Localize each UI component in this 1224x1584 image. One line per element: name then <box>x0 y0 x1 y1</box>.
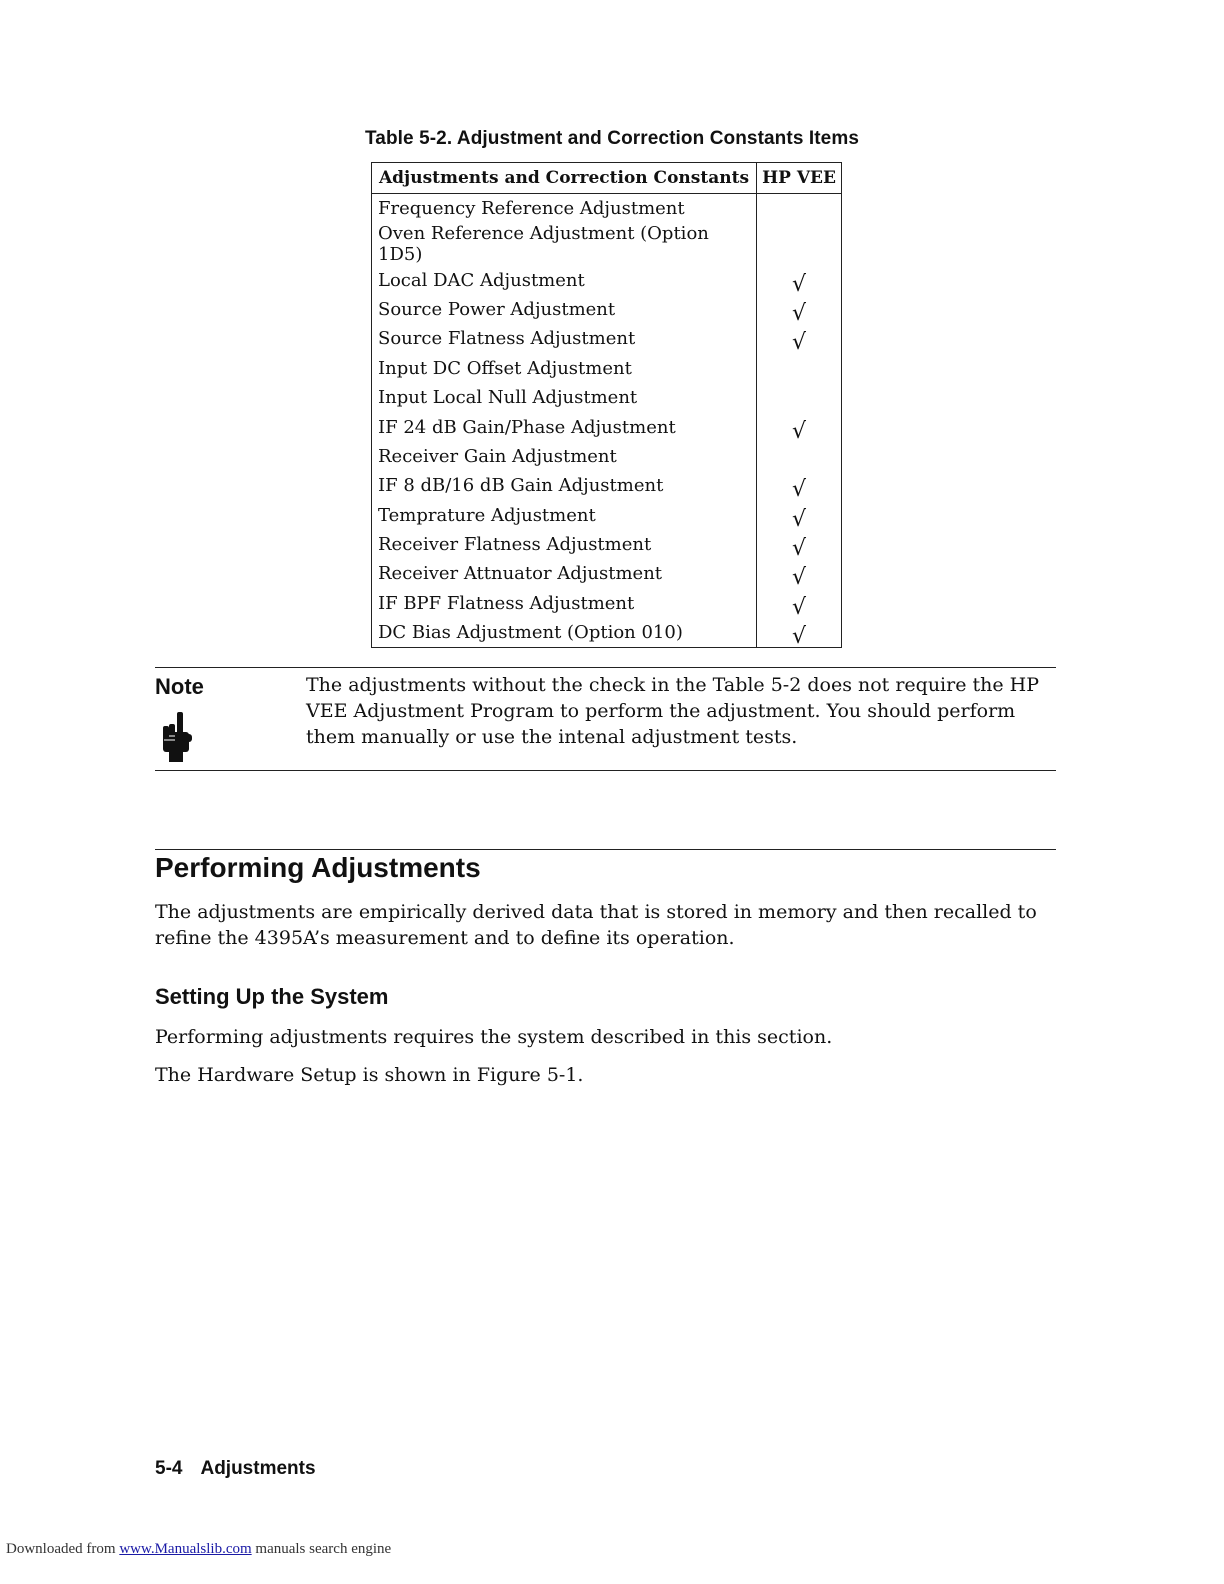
check-mark-icon: √ <box>791 506 807 532</box>
table-row <box>372 530 842 559</box>
table-row <box>372 589 842 618</box>
table-row <box>372 354 842 383</box>
table-caption: Table 5-2. Adjustment and Correction Constants Items <box>365 128 859 149</box>
hp-vee-cell <box>757 589 842 618</box>
adjustment-name: Receiver Gain Adjustment <box>372 442 757 471</box>
table-row <box>372 501 842 530</box>
hp-vee-cell <box>757 442 842 471</box>
table-row <box>372 618 842 648</box>
subsection-paragraph: The Hardware Setup is shown in Figure 5-1. <box>155 1064 584 1086</box>
page-footer <box>155 1458 316 1480</box>
check-mark-icon: √ <box>791 477 807 503</box>
hp-vee-cell <box>757 354 842 383</box>
adjustment-name: Receiver Flatness Adjustment <box>372 530 757 559</box>
hp-vee-cell <box>757 501 842 530</box>
section-body: The adjustments are empirically derived data that is stored in memory and then recalled to refine the 4395A’s measurement and to define its operation. <box>155 901 1037 949</box>
table-row <box>372 324 842 353</box>
adjustment-name: IF BPF Flatness Adjustment <box>372 589 757 618</box>
note-top-rule <box>155 667 1056 668</box>
check-mark-icon: √ <box>791 624 807 650</box>
table-row <box>372 559 842 588</box>
hp-vee-cell <box>757 618 842 648</box>
section-rule <box>155 849 1056 850</box>
manualslib-link[interactable]: www.Manualslib.com <box>119 1541 252 1557</box>
section-title: Performing Adjustments <box>155 852 481 883</box>
adjustment-name: Local DAC Adjustment <box>372 265 757 294</box>
table-row <box>372 265 842 294</box>
watermark-prefix: Downloaded from <box>6 1541 120 1557</box>
page-number: 5-4 <box>155 1458 183 1479</box>
hp-vee-cell <box>757 412 842 444</box>
subsection-title: Setting Up the System <box>155 984 389 1009</box>
check-mark-icon: √ <box>791 418 807 444</box>
adjustment-name: Input DC Offset Adjustment <box>372 354 757 383</box>
subsection-paragraph: Performing adjustments requires the system described in this section. <box>155 1026 833 1048</box>
table-row <box>372 383 842 412</box>
check-mark-icon: √ <box>791 594 807 620</box>
table-row <box>372 223 842 265</box>
hp-vee-cell <box>757 295 842 324</box>
adjustments-table <box>371 162 842 648</box>
hp-vee-cell <box>757 223 842 265</box>
table-row <box>372 471 842 500</box>
table-row <box>372 194 842 224</box>
adjustment-name: Source Flatness Adjustment <box>372 324 757 353</box>
adjustment-name: IF 24 dB Gain/Phase Adjustment <box>372 412 757 441</box>
adjustment-name: Temprature Adjustment <box>372 501 757 530</box>
check-mark-icon: √ <box>791 300 807 326</box>
hp-vee-cell <box>757 265 842 297</box>
hp-vee-cell <box>757 383 842 412</box>
adjustment-name: DC Bias Adjustment (Option 010) <box>372 618 757 648</box>
note-text: The adjustments without the check in the Table 5-2 does not require the HP VEE Adjustment Program to perform the adjustment. You should perform them manually or use the intenal adjustment tests. <box>306 674 1040 748</box>
table-row <box>372 442 842 471</box>
hp-vee-cell <box>757 559 842 591</box>
adjustment-name: Receiver Attnuator Adjustment <box>372 559 757 588</box>
adjustment-name: IF 8 dB/16 dB Gain Adjustment <box>372 471 757 500</box>
adjustment-name: Frequency Reference Adjustment <box>372 194 757 224</box>
header-hp-vee: HP VEE <box>757 163 842 194</box>
table-row <box>372 295 842 324</box>
watermark <box>6 1541 391 1558</box>
watermark-suffix: manuals search engine <box>251 1541 392 1557</box>
check-mark-icon: √ <box>791 536 807 562</box>
adjustment-name: Source Power Adjustment <box>372 295 757 324</box>
pointing-hand-icon <box>160 712 196 768</box>
table-row <box>372 412 842 441</box>
check-mark-icon: √ <box>791 271 807 297</box>
note-bottom-rule <box>155 770 1056 771</box>
adjustment-name: Input Local Null Adjustment <box>372 383 757 412</box>
hp-vee-cell <box>757 194 842 224</box>
adjustment-name: Oven Reference Adjustment (Option 1D5) <box>372 223 757 265</box>
hp-vee-cell <box>757 530 842 562</box>
hp-vee-cell <box>757 471 842 503</box>
chapter-name: Adjustments <box>200 1458 316 1479</box>
check-mark-icon: √ <box>791 330 807 356</box>
table-header-row <box>372 163 842 194</box>
hp-vee-cell <box>757 324 842 356</box>
header-adjustments: Adjustments and Correction Constants <box>372 163 757 194</box>
note-label: Note <box>155 674 204 699</box>
check-mark-icon: √ <box>791 565 807 591</box>
